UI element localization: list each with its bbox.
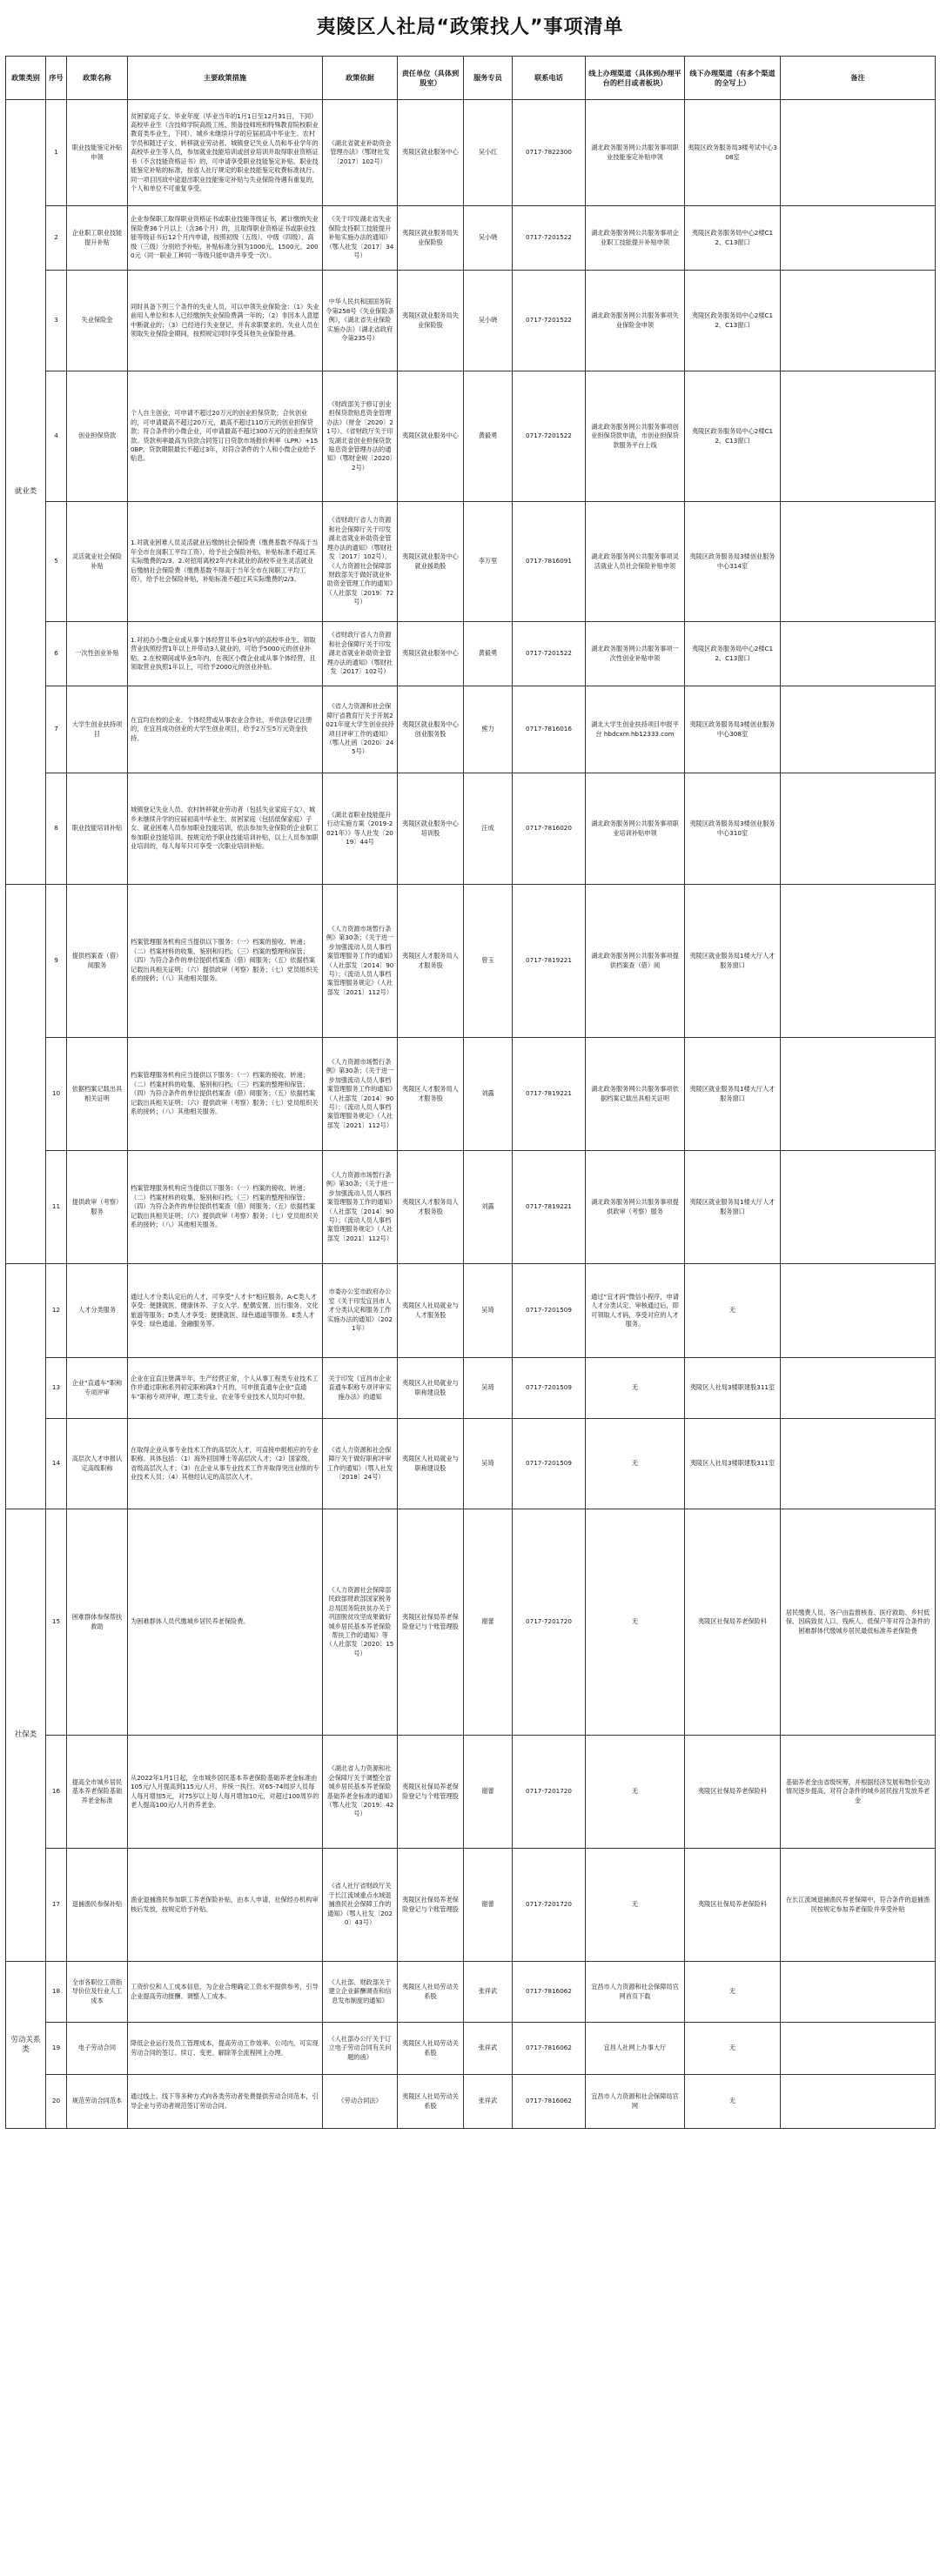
note (781, 1264, 936, 1358)
row-number: 12 (46, 1264, 67, 1358)
row-number: 10 (46, 1038, 67, 1151)
policy-basis: 《湖北省人力资源和社会保障厅关于调整全省城乡居民基本养老保险基础养老金标准的通知》（鄂人社发〔2019〕42号） (323, 1736, 398, 1849)
responsible-unit: 夷陵区人社局劳动关系股 (398, 2075, 464, 2129)
service-officer: 刘露 (464, 1151, 513, 1264)
table-row (6, 686, 936, 773)
service-officer: 吴琦 (464, 1358, 513, 1419)
policy-basis: 《湖北省就业补助资金管理办法》（鄂财社发〔2017〕102号） (323, 100, 398, 206)
policy-measures: 降低企业运行及员工管理成本，提高劳动工作效率。公司内，可实现劳动合同的签订、续订、变更、解除等全流程网上办理。 (128, 2023, 323, 2075)
table-row (6, 2075, 936, 2129)
service-officer: 张祥武 (464, 2075, 513, 2129)
policy-name: 失业保险金 (67, 271, 128, 371)
header-phone: 联系电话 (513, 57, 586, 100)
policy-name: 职业技能鉴定补贴申领 (67, 100, 128, 206)
offline-channel: 夷陵区社保局养老保险科 (685, 1736, 781, 1849)
offline-channel: 夷陵区政务服务局3楼创业服务中心310室 (685, 773, 781, 885)
policy-basis: 市委办公室市政府办公室《关于印发宜昌市人才分类认定和服务工作实施办法的通知》（2021年） (323, 1264, 398, 1358)
service-officer: 吴琦 (464, 1264, 513, 1358)
service-officer: 李万里 (464, 502, 513, 622)
table-row (6, 1509, 936, 1736)
policy-basis: 《劳动合同法》 (323, 2075, 398, 2129)
online-channel: 湖北政务服务网公共服务事项失业保险金申领 (586, 271, 685, 371)
table-row (6, 100, 936, 206)
policy-measures: 在宜均在校的企业、个体经营或从事农业合作社、并依法登记注册的，在宜昌成功创业的大学生创业项目，给予2万至5万元资金扶持。 (128, 686, 323, 773)
contact-phone: 0717-7201720 (513, 1509, 586, 1736)
contact-phone: 0717-7822300 (513, 100, 586, 206)
note (781, 100, 936, 206)
offline-channel: 无 (685, 1264, 781, 1358)
offline-channel: 夷陵区人社局3楼职建股311室 (685, 1419, 781, 1509)
row-number: 7 (46, 686, 67, 773)
policy-name: 困难群体参保帮扶救助 (67, 1509, 128, 1736)
online-channel: 无 (586, 1509, 685, 1736)
policy-measures: 档案管理服务机构应当提供以下服务：（一）档案的接收、转递；（二）档案材料的收集、鉴别和归档；（三）档案的整理和保管；（四）为符合条件的单位提供档案查（借）阅服务；（五）依据档案记载出具相关证明；（六）提供政审（考察）服务；（七）党员组织关系的接转；（八）其他相关服务。 (128, 1151, 323, 1264)
row-number: 13 (46, 1358, 67, 1419)
note (781, 1038, 936, 1151)
table-row (6, 1264, 936, 1358)
policy-name: 提供政审（考察）服务 (67, 1151, 128, 1264)
note (781, 2023, 936, 2075)
contact-phone: 0717-7816091 (513, 502, 586, 622)
policy-measures: 工资价位和人工成本信息，为企业合理确定工资水平提供参考，引导企业提高劳动报酬、调整人工成本。 (128, 1962, 323, 2023)
contact-phone: 0717-7819221 (513, 1151, 586, 1264)
note (781, 206, 936, 271)
responsible-unit: 夷陵区就业服务中心 (398, 100, 464, 206)
policy-name: 创业担保贷款 (67, 371, 128, 502)
offline-channel: 夷陵区社保局养老保险科 (685, 1509, 781, 1736)
policy-table (5, 56, 936, 2129)
policy-basis: 《湖北省职业技能提升行动实施方案（2019-2021年）》等人社发〔2019〕44号 (323, 773, 398, 885)
note (781, 1962, 936, 2023)
service-officer: 吴琦 (464, 1419, 513, 1509)
policy-basis: 《人力资源市场暂行条例》第30条；《关于进一步加强流动人员人事档案管理服务工作的通知》（人社部发〔2014〕90号）；《流动人员人事档案管理服务规定》（人社部发〔2021〕112号） (323, 1038, 398, 1151)
header-online-channel: 线上办理渠道（具体到办理平台的栏目或者板块） (586, 57, 685, 100)
table-row (6, 622, 936, 686)
service-officer: 熊力 (464, 686, 513, 773)
policy-name: 企业“直通车”职称专项评审 (67, 1358, 128, 1419)
table-row (6, 1358, 936, 1419)
offline-channel: 夷陵区人社局3楼职建股311室 (685, 1358, 781, 1419)
note (781, 1151, 936, 1264)
policy-category: 就业类 (6, 100, 46, 885)
policy-name: 提高全市城乡居民基本养老保险基础养老金标准 (67, 1736, 128, 1849)
offline-channel: 无 (685, 1962, 781, 2023)
contact-phone: 0717-7819221 (513, 885, 586, 1038)
service-officer: 刘露 (464, 1038, 513, 1151)
policy-measures: 档案管理服务机构应当提供以下服务：（一）档案的接收、转递；（二）档案材料的收集、鉴别和归档；（三）档案的整理和保管；（四）为符合条件的单位提供档案查（借）阅服务；（五）依据档案记载出具相关证明；（六）提供政审（考察）服务；（七）党员组织关系的接转；（八）其他相关服务。 (128, 1038, 323, 1151)
policy-category (6, 885, 46, 1264)
responsible-unit: 夷陵区就业服务局失业保险股 (398, 206, 464, 271)
note (781, 1358, 936, 1419)
table-row (6, 271, 936, 371)
policy-measures: 贫困家庭子女、毕业年度（毕业当年的1月1日至12月31日，下同）高校毕业生（含技师学院高级工班、预备技师班和特殊教育院校职业教育类毕业生，下同）、城乡未继续升学的应届初高中毕业生、农村学员和随迁子女、转移就业劳动者、城镇登记失业人员和毕业学年的高校毕业生等人员，参加就业技能培训或创业培训并取得职业资格证书（不含技能资格证书）的，可申请享受职业技能鉴定补贴。职业技能鉴定补贴的标准，按省人社厅规定的职业技能鉴定收费标准执行。同一项目因故中途退出职业技能鉴定补贴与失业保险待遇有重复的，个人和单位不可重复享受。 (128, 100, 323, 206)
header-officer: 服务专员 (464, 57, 513, 100)
service-officer: 吴小晓 (464, 206, 513, 271)
offline-channel: 无 (685, 2023, 781, 2075)
row-number: 6 (46, 622, 67, 686)
table-row (6, 371, 936, 502)
service-officer: 黄毅勇 (464, 371, 513, 502)
service-officer: 汪成 (464, 773, 513, 885)
table-body (6, 100, 936, 2129)
table-row (6, 1038, 936, 1151)
online-channel: 湖北政务服务网公共服务事项一次性创业补贴申领 (586, 622, 685, 686)
responsible-unit: 夷陵区人社局劳动关系股 (398, 1962, 464, 2023)
online-channel: 湖北政务服务网公共服务事项企业职工技能提升补贴申领 (586, 206, 685, 271)
policy-basis: 《关于印发湖北省失业保险支持职工技能提升补贴实施办法的通知》（鄂人社发〔2017〕34号） (323, 206, 398, 271)
table-row (6, 1849, 936, 1962)
online-channel: 宜昌市人力资源和社会保障局官网 (586, 2075, 685, 2129)
contact-phone: 0717-7201522 (513, 271, 586, 371)
table-row (6, 206, 936, 271)
policy-name: 企业职工职业技能提升补贴 (67, 206, 128, 271)
policy-measures: 企业参保职工取得职业资格证书或职业技能等级证书，累计缴纳失业保险费36个月以上（含36个月）的，且取得职业资格证书或职业技能等级证书后12个月内申请，按照初级（五级）、中级（四级）、高级（三级）分别给予补贴，补贴标准分别为1000元、1500元、2000元（同一职业工种同一等级只能申请并享受一次）。 (128, 206, 323, 271)
contact-phone: 0717-7816062 (513, 2075, 586, 2129)
responsible-unit: 夷陵区就业服务中心培训股 (398, 773, 464, 885)
offline-channel: 夷陵区政务服务局3楼创业服务中心308室 (685, 686, 781, 773)
contact-phone: 0717-7201509 (513, 1358, 586, 1419)
policy-measures: 通过线上、线下等多种方式向各类劳动者免费提供劳动合同范本，引导企业与劳动者规范签订劳动合同。 (128, 2075, 323, 2129)
contact-phone: 0717-7201509 (513, 1264, 586, 1358)
offline-channel: 夷陵区就业服务局1楼大厅人才服务窗口 (685, 1038, 781, 1151)
row-number: 18 (46, 1962, 67, 2023)
row-number: 3 (46, 271, 67, 371)
offline-channel: 夷陵区社保局养老保险科 (685, 1849, 781, 1962)
policy-measures: 档案管理服务机构应当提供以下服务：（一）档案的接收、转递；（二）档案材料的收集、鉴别和归档；（三）档案的整理和保管；（四）为符合条件的单位提供档案查（借）阅服务；（五）依据档案记载出具相关证明；（六）提供政审（考察）服务；（七）党员组织关系的接转；（八）其他相关服务。 (128, 885, 323, 1038)
header-policy-name: 政策名称 (67, 57, 128, 100)
row-number: 17 (46, 1849, 67, 1962)
service-officer: 黄毅勇 (464, 622, 513, 686)
policy-name: 退捕渔民参保补贴 (67, 1849, 128, 1962)
policy-measures: 企业在宜直注册满半年，生产经营正常，个人从事工程类专业技术工作并通过职称系列初定职称满3个月的，可申报直通车企业“直通车”职称专项评审，理工类专业、农业等专业技术人员均可申报。 (128, 1358, 323, 1419)
note (781, 773, 936, 885)
responsible-unit: 夷陵区社保局养老保险登记与个账管理股 (398, 1736, 464, 1849)
policy-basis: 《人力资源社会保障部民政部财政部国家税务总局国务院扶贫办关于巩固脱贫攻坚成果做好城乡居民基本养老保险帮扶工作的通知》等（人社部发〔2020〕15号） (323, 1509, 398, 1736)
contact-phone: 0717-7201509 (513, 1419, 586, 1509)
contact-phone: 0717-7201522 (513, 206, 586, 271)
header-unit: 责任单位（具体到股室） (398, 57, 464, 100)
policy-name: 灵活就业社会保险补贴 (67, 502, 128, 622)
row-number: 15 (46, 1509, 67, 1736)
online-channel: 通过“宜才码”微信小程序，申请人才分类认定、审核通过后，即可领取人才码，享受对应的人才服务。 (586, 1264, 685, 1358)
service-officer: 谢蕾 (464, 1509, 513, 1736)
policy-measures: 个人自主创业，可申请不超过20万元的创业担保贷款；合伙创业的，可申请最高不超过20万元，最高不超过110万元的创业担保贷款；符合条件的小微企业，可申请最高不超过300万元的创业担保贷款。贷款利率最高为贷款合同签订日贷款市场报价利率（LPR）+150BP，贷款期限最长不超过3年，对符合条件的个人和小微企业给予贴息。 (128, 371, 323, 502)
row-number: 4 (46, 371, 67, 502)
row-number: 2 (46, 206, 67, 271)
policy-name: 高层次人才申报认定高级职称 (67, 1419, 128, 1509)
table-row (6, 502, 936, 622)
header-measures: 主要政策措施 (128, 57, 323, 100)
note: 基础养老金由省级统筹，并根据经济发展和物价变动情况逐步提高，对符合条件的城乡居民按月发放养老金 (781, 1736, 936, 1849)
offline-channel: 夷陵区政务服务局中心2楼C12、C13窗口 (685, 271, 781, 371)
policy-basis: 《财政部关于修订创业担保贷款贴息资金管理办法》（财金〔2020〕21号）、《省财政厅关于印发湖北省创业担保贷款贴息资金管理办法的通知》（鄂财金规〔2020〕2号） (323, 371, 398, 502)
table-row (6, 773, 936, 885)
offline-channel: 夷陵区政务服务局中心2楼C12、C13窗口 (685, 622, 781, 686)
responsible-unit: 夷陵区社保局养老保险登记与个账管理股 (398, 1849, 464, 1962)
table-row (6, 885, 936, 1038)
header-category: 政策类别 (6, 57, 46, 100)
online-channel: 无 (586, 1358, 685, 1419)
row-number: 9 (46, 885, 67, 1038)
policy-basis: 《省人社厅省财政厅关于长江流域重点水域退捕渔民社会保障工作的通知》（鄂人社发〔2020〕43号） (323, 1849, 398, 1962)
responsible-unit: 夷陵区人社局就业与职称建设股 (398, 1358, 464, 1419)
policy-name: 依据档案记载出具相关证明 (67, 1038, 128, 1151)
policy-basis: 《人社部办公厅关于订立电子劳动合同有关问题的函》 (323, 2023, 398, 2075)
service-officer: 谢蕾 (464, 1736, 513, 1849)
table-header-row (6, 57, 936, 100)
policy-measures: 城镇登记失业人员、农村转移就业劳动者（包括失业家庭子女）、城乡未继续升学的应届初高中毕业生、贫困家庭（包括低保家庭）子女、就业困难人员参加职业技能培训，依法参加失业保险的企业职工参加职业技能培训。按规定给予职业技能培训补贴，以上人员参加职业培训的，每人每年只可享受一次职业培训补贴。 (128, 773, 323, 885)
table-row (6, 1962, 936, 2023)
policy-measures: 1.对初办小微企业或从事个体经营且毕业5年内的高校毕业生、领取营业执照经营1年以上并带动3人就业的，可给予5000元的创业补贴。2.在校期间或毕业5年内，在我区小微企业或从事个体经营，且领取营业执照1年以上，可给予2000元的创业补贴。 (128, 622, 323, 686)
note (781, 502, 936, 622)
policy-basis: 《省财政厅省人力资源和社会保障厅关于印发湖北省就业补助资金管理办法的通知》（鄂财社发〔2017〕102号），《人力资源社会保障部财政部关于做好就业补助资金管理工作的通知》（人社部发〔2019〕72号） (323, 502, 398, 622)
policy-category (6, 1264, 46, 1509)
row-number: 20 (46, 2075, 67, 2129)
policy-measures: 1.对就业困难人员灵活就业后缴纳社会保险费（缴费基数不得高于当年全市在岗职工平均工资），给予社会保险补贴，补贴标准不超过其实际缴费的2/3。2.对招用离校2年内未就业的高校毕业生灵活就业后缴纳社会保险费（缴费基数不得高于当年全市在岗职工平均工资），给予社会保险补贴，补贴标准不超过其实际缴费的2/3。 (128, 502, 323, 622)
online-channel: 湖北政务服务网公共服务事项提供档案查（借）阅 (586, 885, 685, 1038)
policy-measures: 渔业退捕渔民参加职工养老保险补贴，由本人申请，社保经办机构审核后发放，按规定给予补贴。 (128, 1849, 323, 1962)
table-row (6, 2023, 936, 2075)
online-channel: 湖北大学生创业扶持项目申报平台 hbdcxm.hb12333.com (586, 686, 685, 773)
policy-basis: 《人社部、财政部关于建立企业薪酬调查和信息发布制度的通知》 (323, 1962, 398, 2023)
header-basis: 政策依据 (323, 57, 398, 100)
responsible-unit: 夷陵区就业服务中心 (398, 371, 464, 502)
policy-measures: 同时具备下列三个条件的失业人员，可以申领失业保险金：（1）失业前用人单位和本人已经缴纳失业保险费满一年的；（2）非因本人意愿中断就业的；（3）已经进行失业登记，并有求职要求的。失业人员在领取失业保险金期间，按照规定同时享受其他失业保险待遇。 (128, 271, 323, 371)
header-note: 备注 (781, 57, 936, 100)
offline-channel: 夷陵区就业服务局1楼大厅人才服务窗口 (685, 885, 781, 1038)
note (781, 2075, 936, 2129)
row-number: 5 (46, 502, 67, 622)
row-number: 11 (46, 1151, 67, 1264)
responsible-unit: 夷陵区人才服务局人才服务股 (398, 1151, 464, 1264)
policy-measures: 为困难群体人员代缴城乡居民养老保险费。 (128, 1509, 323, 1736)
table-row (6, 1419, 936, 1509)
online-channel: 湖北政务服务网公共服务事项灵活就业人员社会保险补贴申领 (586, 502, 685, 622)
note (781, 371, 936, 502)
policy-name: 提供档案查（借）阅服务 (67, 885, 128, 1038)
responsible-unit: 夷陵区人才服务局人才服务股 (398, 885, 464, 1038)
policy-basis: 《省人力资源和社会保障厅省教育厅关于开展2021年度大学生创业扶持项目评审工作的通知》（鄂人社函〔2020〕245号） (323, 686, 398, 773)
row-number: 14 (46, 1419, 67, 1509)
table-row (6, 1151, 936, 1264)
responsible-unit: 夷陵区人社局劳动关系股 (398, 2023, 464, 2075)
service-officer: 谢蕾 (464, 1849, 513, 1962)
policy-measures: 从2022年1月1日起，全市城乡居民基本养老保险基础养老金标准由105元/人月提高到115元/人月，并统一执行。对65-74周岁人员每人每月增加5元，对75岁以上每人每月增加10元，对超过100周岁的老人提高100元/人月的养老金。 (128, 1736, 323, 1849)
policy-name: 一次性创业补贴 (67, 622, 128, 686)
offline-channel: 夷陵区政务服务局3楼考试中心308室 (685, 100, 781, 206)
online-channel: 无 (586, 1419, 685, 1509)
offline-channel: 无 (685, 2075, 781, 2129)
online-channel: 宜昌市人力资源和社会保障局官网首页下载 (586, 1962, 685, 2023)
policy-measures: 在取得企业从事专业技术工作的高层次人才，可直接申报相应的专业职称。具体包括：（1）海外回国博士等高层次人才；（2）国家级、省级高层次人才；（3）在企业从事专业技术工作并取得突出业绩的专业技术人员；（4）其他经认定的高层次人才。 (128, 1419, 323, 1509)
note: 居民缴费人员、各户由监督核查、医疗救助、乡村低保、因病致贫人口、残疾人、低保户等对符合条件的困难群体代缴城乡居民最低标准养老保险费 (781, 1509, 936, 1736)
policy-basis: 《省人力资源和社会保障厅关于做好职称评审工作的通知》（鄂人社发〔2018〕24号） (323, 1419, 398, 1509)
offline-channel: 夷陵区政务服务局中心2楼C12、C13窗口 (685, 206, 781, 271)
policy-basis: 《人力资源市场暂行条例》第30条；《关于进一步加强流动人员人事档案管理服务工作的通知》（人社部发〔2014〕90号）；《流动人员人事档案管理服务规定》（人社部发〔2021〕112号） (323, 885, 398, 1038)
policy-measures: 通过人才分类认定后的人才，可享受“人才卡”相应服务。A-C类人才享受：便捷就医、健康休养、子女入学、配偶安置、出行服务、文化旅游等服务；D类人才享受：便捷就医、绿色通道等服务。E类人才享受：绿色通道、金融服务等。 (128, 1264, 323, 1358)
service-officer: 吴小红 (464, 100, 513, 206)
responsible-unit: 夷陵区就业服务局失业保险股 (398, 271, 464, 371)
online-channel: 无 (586, 1736, 685, 1849)
online-channel: 湖北政务服务网公共服务事项职业技能鉴定补贴申领 (586, 100, 685, 206)
contact-phone: 0717-7816016 (513, 686, 586, 773)
offline-channel: 夷陵区就业服务局1楼大厅人才服务窗口 (685, 1151, 781, 1264)
contact-phone: 0717-7816062 (513, 2023, 586, 2075)
policy-name: 全市各职位工资指导价位及行业人工成本 (67, 1962, 128, 2023)
online-channel: 宜昌人社网上办事大厅 (586, 2023, 685, 2075)
contact-phone: 0717-7819221 (513, 1038, 586, 1151)
policy-category: 社保类 (6, 1509, 46, 1962)
row-number: 19 (46, 2023, 67, 2075)
responsible-unit: 夷陵区社保局养老保险登记与个账管理股 (398, 1509, 464, 1736)
service-officer: 吴小晓 (464, 271, 513, 371)
policy-name: 人才分类服务 (67, 1264, 128, 1358)
policy-category: 劳动关系类 (6, 1962, 46, 2129)
policy-name: 电子劳动合同 (67, 2023, 128, 2075)
policy-basis: 关于印发《宜昌市企业直通车职称专项评审实施办法》的通知 (323, 1358, 398, 1419)
service-officer: 曾玉 (464, 885, 513, 1038)
policy-basis: 《省财政厅省人力资源和社会保障厅关于印发湖北省就业补助资金管理办法的通知》（鄂财社发〔2017〕102号） (323, 622, 398, 686)
policy-basis: 《人力资源市场暂行条例》第30条；《关于进一步加强流动人员人事档案管理服务工作的通知》（人社部发〔2014〕90号）；《流动人员人事档案管理服务规定》（人社部发〔2021〕112号） (323, 1151, 398, 1264)
contact-phone: 0717-7201522 (513, 622, 586, 686)
policy-name: 大学生创业扶持项目 (67, 686, 128, 773)
header-number: 序号 (46, 57, 67, 100)
service-officer: 张祥武 (464, 1962, 513, 2023)
service-officer: 张祥武 (464, 2023, 513, 2075)
responsible-unit: 夷陵区就业服务中心 (398, 622, 464, 686)
note (781, 1419, 936, 1509)
online-channel: 湖北政务服务网公共服务事项依据档案记载出具相关证明 (586, 1038, 685, 1151)
note (781, 622, 936, 686)
policy-name: 规范劳动合同范本 (67, 2075, 128, 2129)
contact-phone: 0717-7201522 (513, 371, 586, 502)
policy-name: 职业技能培训补贴 (67, 773, 128, 885)
row-number: 16 (46, 1736, 67, 1849)
note (781, 885, 936, 1038)
contact-phone: 0717-7201720 (513, 1849, 586, 1962)
note: 在长江流域退捕渔民养老保障中，符合条件的退捕渔民按规定参加养老保险并享受补贴 (781, 1849, 936, 1962)
online-channel: 湖北政务服务网公共服务事项创业担保贷款申请，市创业担保贷款服务平台上线 (586, 371, 685, 502)
online-channel: 湖北政务服务网公共服务事项提供政审（考察）服务 (586, 1151, 685, 1264)
responsible-unit: 夷陵区就业服务中心创业服务股 (398, 686, 464, 773)
offline-channel: 夷陵区政务服务局3楼创业服务中心314室 (685, 502, 781, 622)
note (781, 271, 936, 371)
note (781, 686, 936, 773)
row-number: 1 (46, 100, 67, 206)
online-channel: 湖北政务服务网公共服务事项职业培训补贴申领 (586, 773, 685, 885)
table-row (6, 1736, 936, 1849)
responsible-unit: 夷陵区人才服务局人才服务股 (398, 1038, 464, 1151)
document-title: 夷陵区人社局“政策找人”事项清单 (316, 17, 624, 38)
online-channel: 无 (586, 1849, 685, 1962)
contact-phone: 0717-7201720 (513, 1736, 586, 1849)
responsible-unit: 夷陵区人社局就业与人才服务股 (398, 1264, 464, 1358)
contact-phone: 0717-7816020 (513, 773, 586, 885)
policy-basis: 中华人民共和国国务院令第258号《失业保险条例》，《湖北省失业保险实施办法》（湖北省政府令第235号） (323, 271, 398, 371)
contact-phone: 0717-7816062 (513, 1962, 586, 2023)
offline-channel: 夷陵区政务服务局中心2楼C12、C13窗口 (685, 371, 781, 502)
responsible-unit: 夷陵区就业服务中心就业援助股 (398, 502, 464, 622)
row-number: 8 (46, 773, 67, 885)
header-offline-channel: 线下办理渠道（有多个渠道的全写上） (685, 57, 781, 100)
responsible-unit: 夷陵区人社局就业与职称建设股 (398, 1419, 464, 1509)
